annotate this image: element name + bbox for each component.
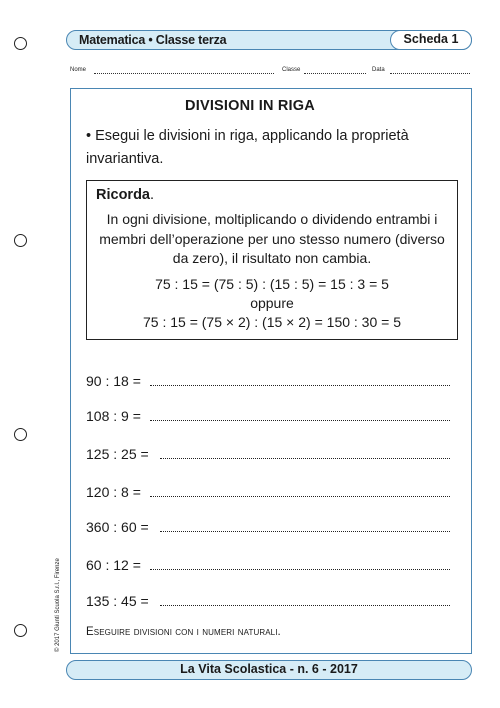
date-field-line[interactable] <box>390 73 470 74</box>
exercise-expression: 360 : 60 = <box>86 519 149 535</box>
remember-title <box>96 187 154 203</box>
binder-hole-upper-middle <box>14 234 27 247</box>
name-field-line[interactable] <box>94 73 274 74</box>
exercise-expression: 108 : 9 = <box>86 408 141 424</box>
class-field-line[interactable] <box>304 73 366 74</box>
header-bar <box>66 30 472 50</box>
exercise-expression: 60 : 12 = <box>86 557 141 573</box>
worksheet-title: DIVISIONI IN RIGA <box>185 98 315 114</box>
exercise-expression: 135 : 45 = <box>86 593 149 609</box>
binder-hole-top <box>14 37 27 50</box>
sheet-number-badge: Scheda 1 <box>390 30 472 50</box>
header-subject: Matematica • Classe terza <box>79 33 227 47</box>
date-field-label: Data <box>372 67 385 73</box>
class-field-label: Classe <box>282 67 301 73</box>
remember-title-text: Ricorda <box>96 187 150 203</box>
student-info-fields <box>70 67 470 79</box>
answer-line[interactable] <box>160 458 450 459</box>
example-connector: oppure <box>250 295 294 311</box>
exercise-expression: 125 : 25 = <box>86 446 149 462</box>
learning-goal: Eseguire divisioni con i numeri naturali. <box>86 626 281 638</box>
answer-line[interactable] <box>150 420 450 421</box>
instruction-text: • Esegui le divisioni in riga, applicando la proprietà invariantiva. <box>86 128 409 167</box>
remember-rule-text: In ogni divisione, moltiplicando o dividendo entrambi i membri dell’operazione per uno stesso numero (diverso da zero), il risultato non cambia. <box>99 211 445 266</box>
remember-title-period: . <box>150 187 155 203</box>
exercise-expression: 90 : 18 = <box>86 373 141 389</box>
answer-line[interactable] <box>150 569 450 570</box>
binder-hole-bottom <box>14 624 27 637</box>
exercise-expression: 120 : 8 = <box>86 484 141 500</box>
footer-bar: La Vita Scolastica - n. 6 - 2017 <box>66 660 472 680</box>
answer-line[interactable] <box>150 496 450 497</box>
example-division-1: 75 : 15 = (75 : 5) : (15 : 5) = 15 : 3 = 5 <box>155 276 389 292</box>
name-field-label: Nome <box>70 67 87 73</box>
answer-line[interactable] <box>150 385 450 386</box>
binder-hole-lower-middle <box>14 428 27 441</box>
answer-line[interactable] <box>160 531 450 532</box>
example-division-2: 75 : 15 = (75 × 2) : (15 × 2) = 150 : 30 = 5 <box>142 314 401 330</box>
copyright-notice: © 2017 Giunti Scuola S.r.l., Firenze <box>55 558 61 652</box>
remember-box <box>86 180 458 340</box>
answer-line[interactable] <box>160 605 450 606</box>
